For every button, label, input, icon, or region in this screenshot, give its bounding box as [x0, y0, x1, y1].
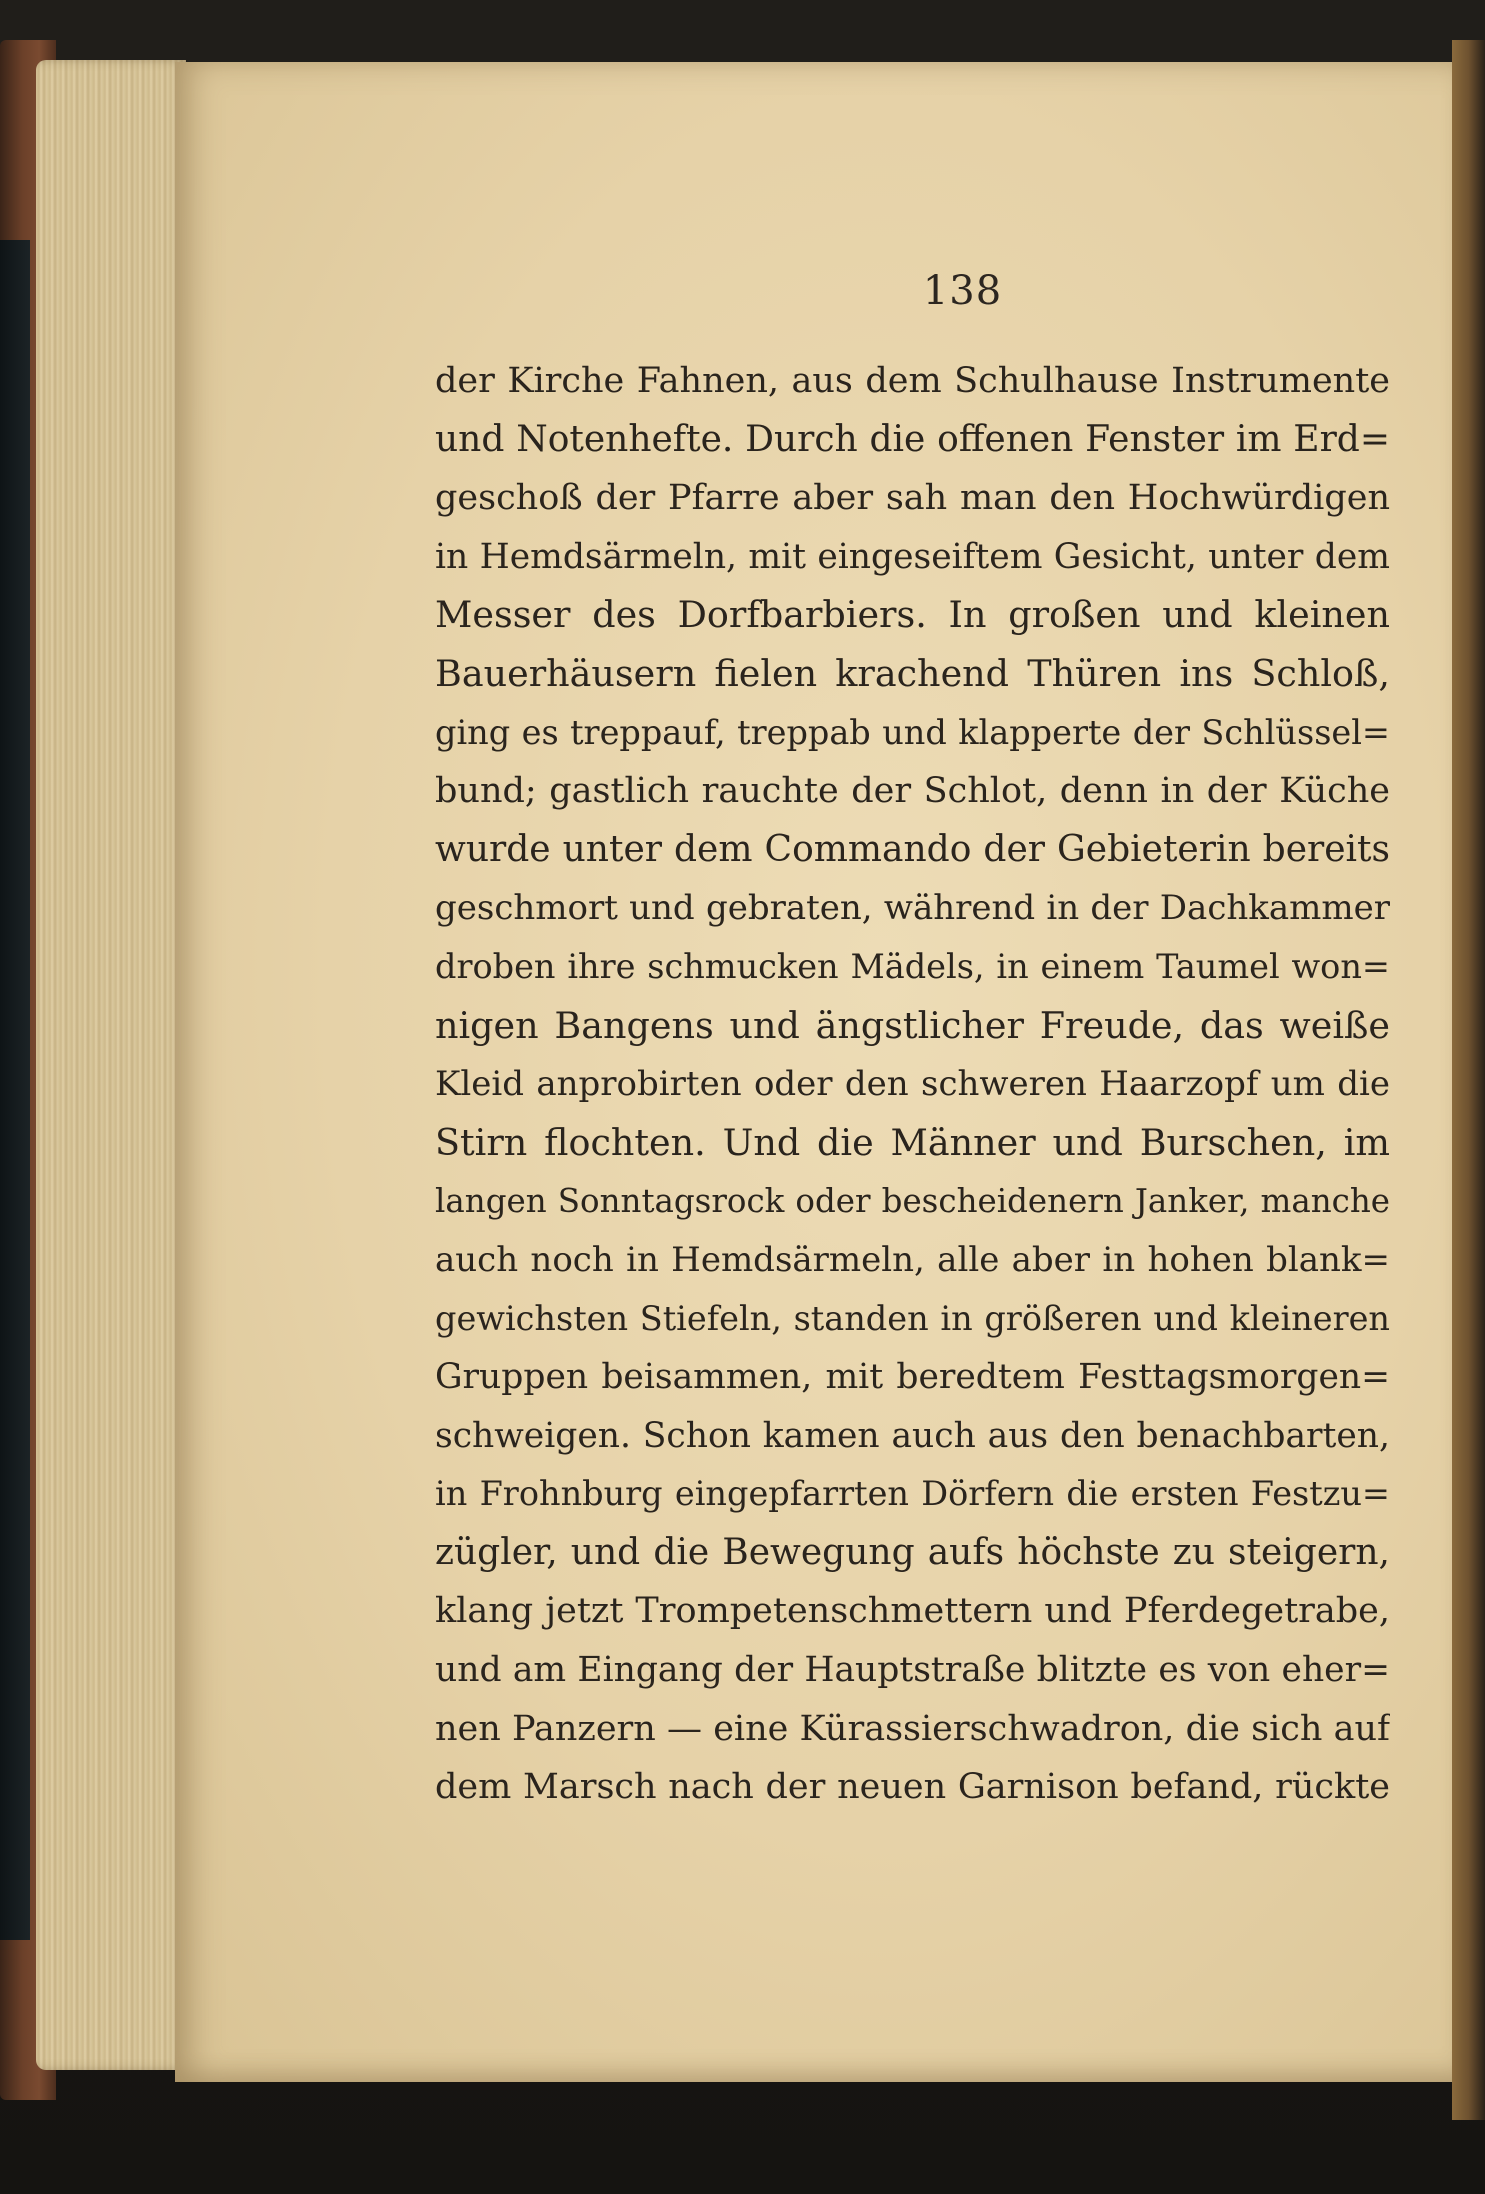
text-line: der Kirche Fahnen, aus dem Schulhause Instrumente — [435, 361, 1390, 401]
text-line: droben ihre schmucken Mädels, in einem Taumel won= — [435, 946, 1390, 986]
text-line: wurde unter dem Commando der Gebieterin bereits — [435, 828, 1390, 870]
text-line: geschmort und gebraten, während in der Dachkammer — [435, 888, 1390, 929]
book-cover-right — [1452, 40, 1485, 2120]
text-line: in Frohnburg eingepfarrten Dörfern die ersten Festzu= — [435, 1474, 1390, 1514]
text-line: auch noch in Hemdsärmeln, alle aber in hohen blank= — [435, 1239, 1390, 1280]
page-number: 138 — [922, 268, 1003, 314]
text-line: langen Sonntagsrock oder bescheidenern Janker, manche — [435, 1182, 1390, 1221]
text-line: gewichsten Stiefeln, standen in größeren und kleineren — [435, 1298, 1390, 1338]
text-line: nigen Bangens und ängstlicher Freude, das weiße — [435, 1003, 1390, 1047]
text-line: und Notenhefte. Durch die offenen Fenster im Erd= — [435, 418, 1390, 460]
text-line: bund; gastlich rauchte der Schlot, denn in der Küche — [435, 771, 1390, 812]
text-line: ging es treppauf, treppab und klapperte der Schlüssel= — [435, 712, 1390, 752]
page-edges-stack — [36, 60, 186, 2070]
text-line: schweigen. Schon kamen auch aus den benachbarten, — [435, 1415, 1390, 1456]
text-line: geschoß der Pfarre aber sah man den Hochwürdigen — [435, 478, 1390, 519]
text-line: zügler, und die Bewegung aufs höchste zu steigern, — [435, 1531, 1390, 1573]
text-line: Stirn flochten. Und die Männer und Burschen, im — [435, 1120, 1390, 1164]
body-text — [435, 352, 1390, 1817]
text-line: in Hemdsärmeln, mit eingeseiftem Gesicht, unter dem — [435, 536, 1390, 577]
text-line: Messer des Dorfbarbiers. In großen und kleinen — [435, 593, 1390, 637]
text-line: nen Panzern — eine Kürassierschwadron, die sich auf — [435, 1708, 1390, 1749]
text-line: klang jetzt Trompetenschmettern und Pferdegetrabe, — [435, 1591, 1390, 1632]
text-line: und am Eingang der Hauptstraße blitzte es von eher= — [435, 1650, 1390, 1691]
text-line: Gruppen beisammen, mit beredtem Festtagsmorgen= — [435, 1357, 1390, 1398]
book-cover-spine-dark — [0, 240, 30, 1940]
text-line: Bauerhäusern fielen krachend Thüren ins Schloß, — [435, 651, 1390, 695]
text-line: Kleid anprobirten oder den schweren Haarzopf um die — [435, 1064, 1390, 1105]
text-line: dem Marsch nach der neuen Garnison befand, rückte — [435, 1767, 1390, 1808]
